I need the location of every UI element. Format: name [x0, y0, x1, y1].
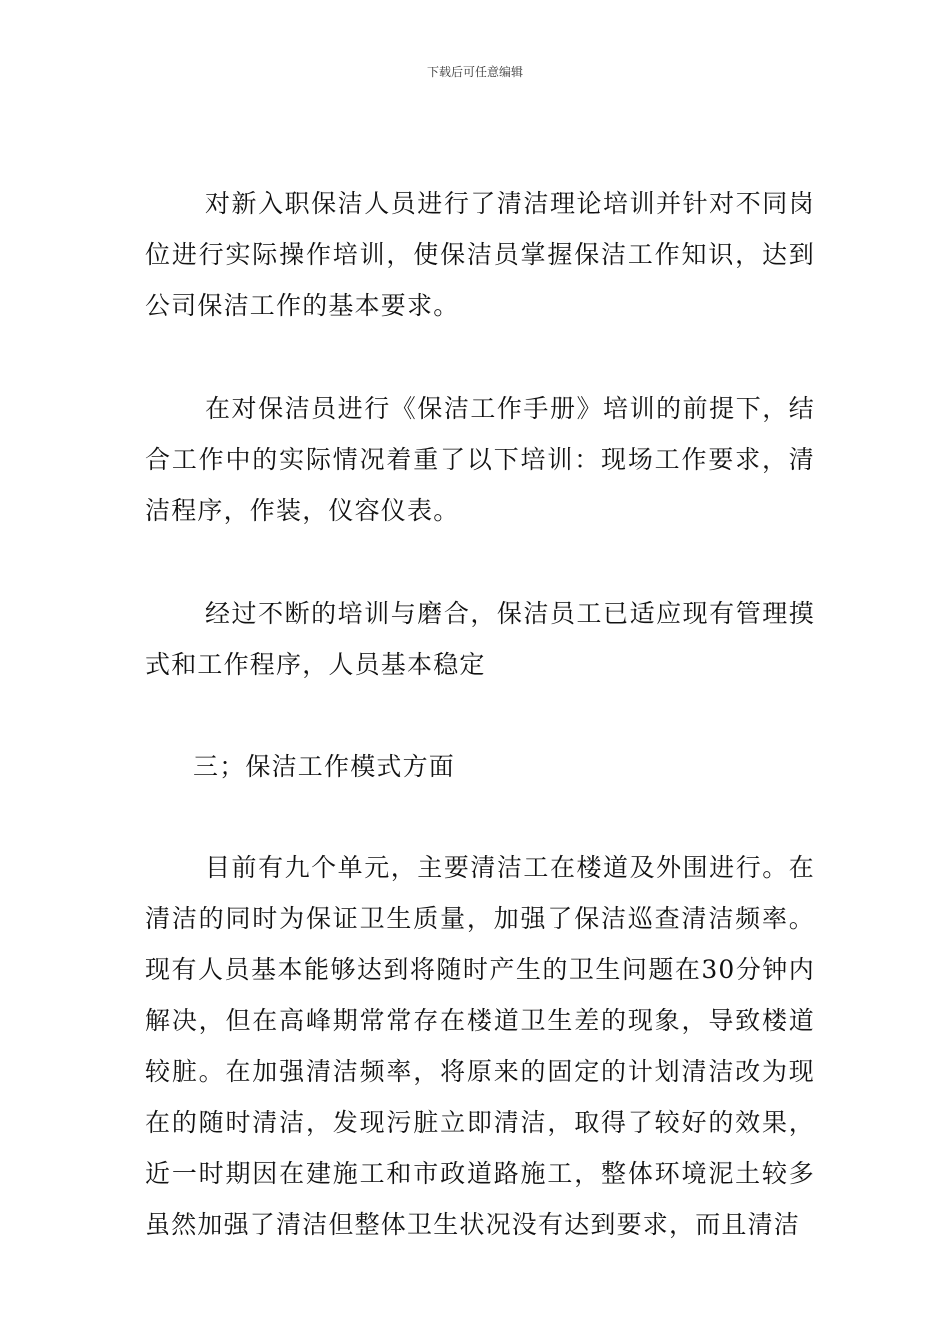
paragraph-spacer	[145, 331, 815, 383]
paragraph-spacer	[145, 690, 815, 741]
paragraph-cleaning-mode: 目前有九个单元，主要清洁工在楼道及外围进行。在清洁的同时为保证卫生质量，加强了保洁巡查清洁频率。现有人员基本能够达到将随时产生的卫生问题在30分钟内解决，但在高峰期常常存在楼道卫生差的现象，导致楼道较脏。在加强清洁频率，将原来的固定的计划清洁改为现在的随时清洁，发现污脏立即清洁，取得了较好的效果，近一时期因在建施工和市政道路施工，整体环境泥土较多虽然加强了清洁但整体卫生状况没有达到要求，而且清洁	[145, 853, 815, 1239]
paragraph-spacer	[145, 536, 815, 588]
section-heading-cleaning-mode: 三；保洁工作模式方面	[193, 752, 456, 781]
document-body	[145, 178, 815, 1250]
paragraph-spacer	[145, 792, 815, 842]
paragraph-training-manual: 在对保洁员进行《保洁工作手册》培训的前提下，结合工作中的实际情况着重了以下培训：现场工作要求，清洁程序，作装，仪容仪表。	[145, 394, 815, 525]
paragraph-staff-stability: 经过不断的培训与磨合，保洁员工已适应现有管理摸式和工作程序，人员基本稳定	[145, 599, 815, 679]
paragraph-training-new-staff: 对新入职保洁人员进行了清洁理论培训并针对不同岗位进行实际操作培训，使保洁员掌握保洁工作知识，达到公司保洁工作的基本要求。	[145, 189, 815, 320]
page-header: 下载后可任意编辑	[426, 65, 523, 79]
